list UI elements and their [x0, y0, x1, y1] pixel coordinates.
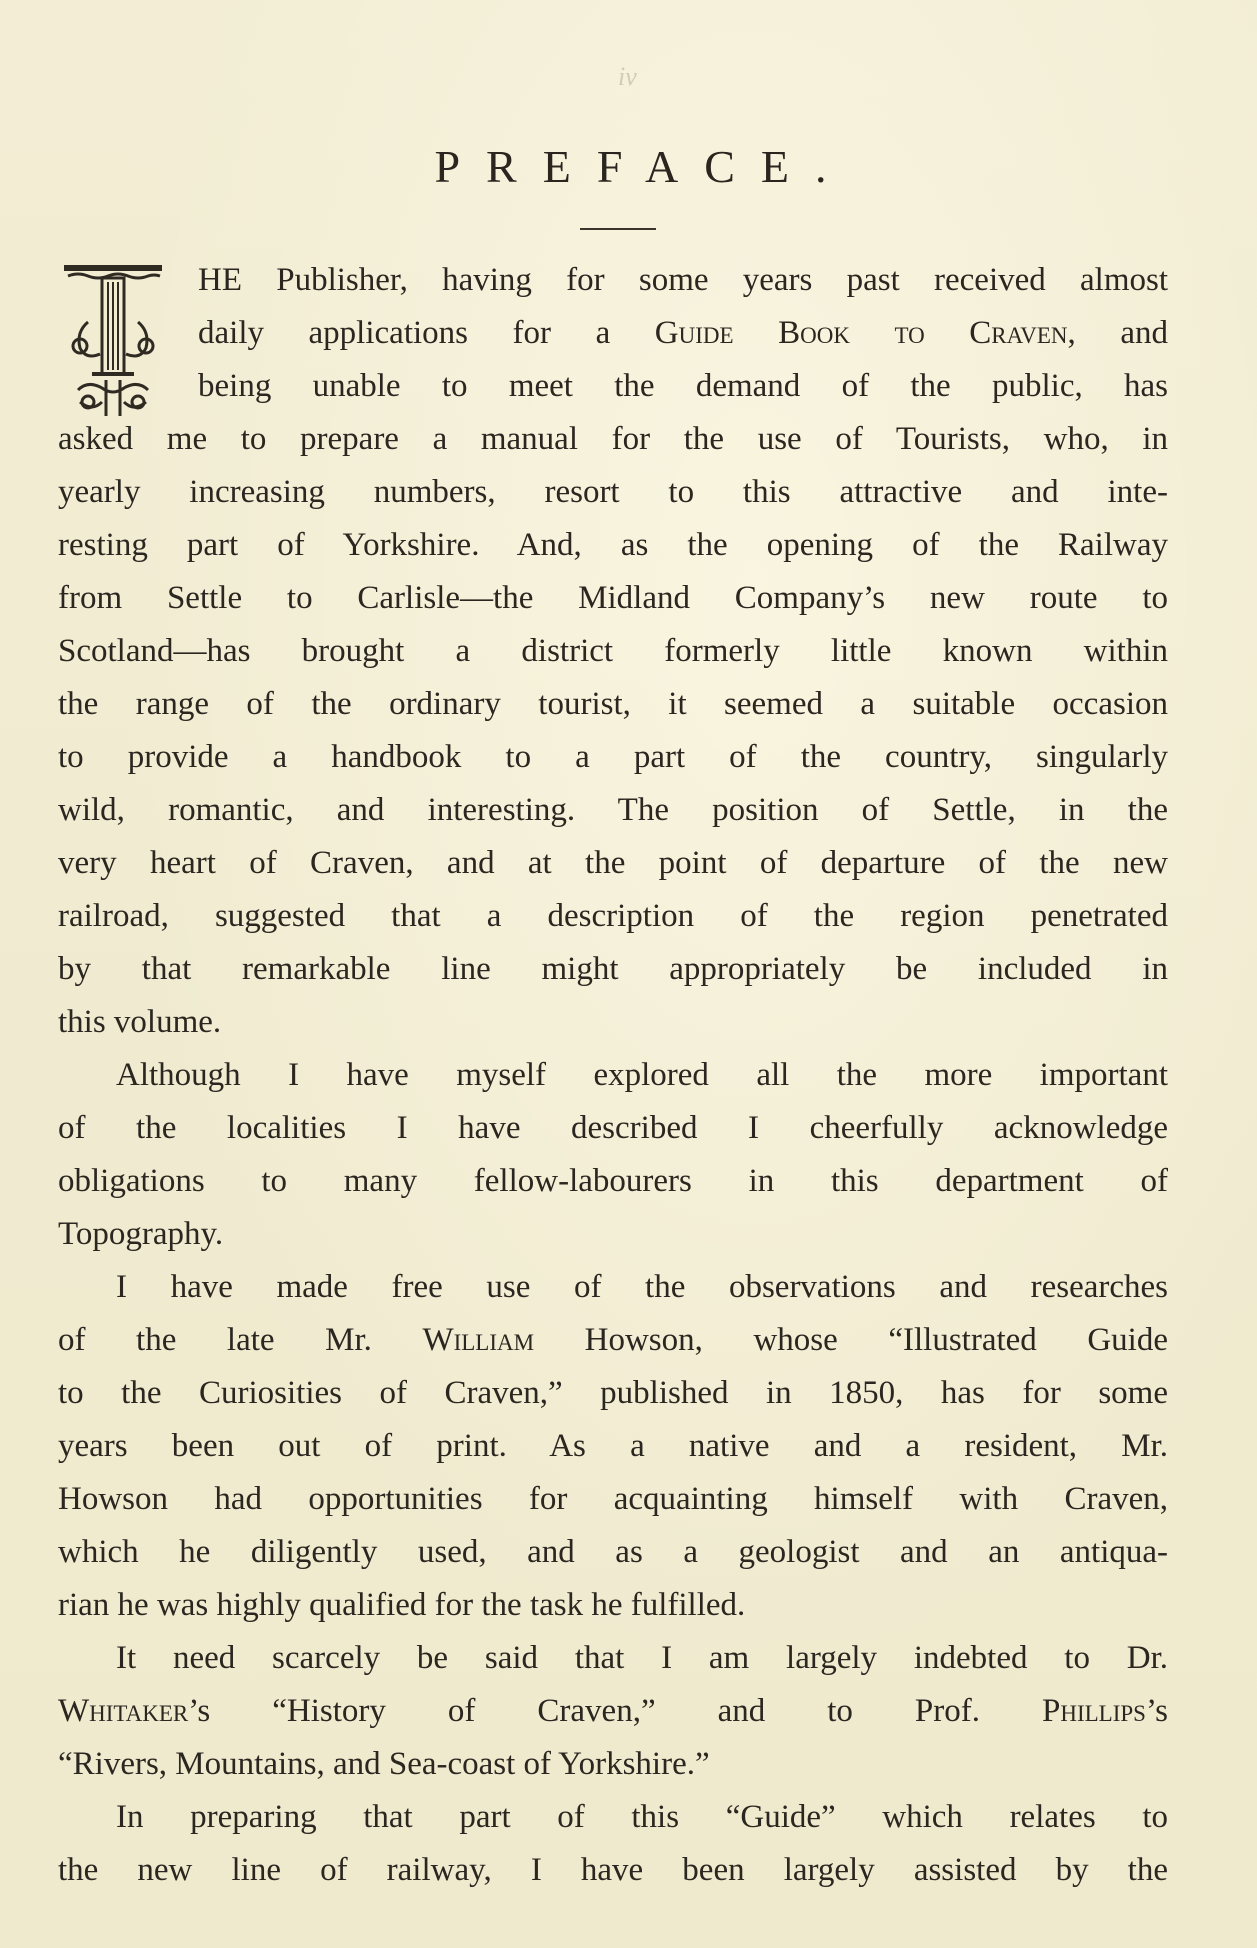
preface-body — [58, 254, 1168, 1897]
text-line: daily applications for a Guide Book to Craven, and — [198, 315, 1168, 351]
text-line: I have made free use of the observations and researches — [116, 1269, 1168, 1305]
author-name: Whitaker — [58, 1693, 189, 1729]
text-line: to provide a handbook to a part of the country, singularly — [58, 739, 1168, 775]
text-line: very heart of Craven, and at the point of departure of the new — [58, 845, 1168, 881]
text-line — [58, 1314, 1168, 1367]
text-line: from Settle to Carlisle—the Midland Company’s new route to — [58, 580, 1168, 616]
text-line: In preparing that part of this “Guide” which relates to — [116, 1799, 1168, 1835]
author-name: William — [422, 1322, 535, 1358]
text-line: being unable to meet the demand of the public, has — [198, 368, 1168, 404]
text-line: Howson had opportunities for acquainting himself with Craven, — [58, 1481, 1168, 1517]
text-fragment: Howson, whose “Illustrated Guide — [534, 1322, 1168, 1358]
text-line: asked me to prepare a manual for the use of Tourists, who, in — [58, 421, 1168, 457]
text-fragment: ’s “History of Craven,” and to Prof. — [188, 1693, 1043, 1729]
text-line: this volume. — [58, 1004, 222, 1040]
text-fragment: of the late Mr. — [58, 1322, 423, 1358]
text-line: railroad, suggested that a description of the region penetrated — [58, 898, 1168, 934]
text-line: resting part of Yorkshire. And, as the opening of the Railway — [58, 527, 1168, 563]
text-fragment: ’s — [1145, 1693, 1168, 1729]
text-line: by that remarkable line might appropriately be included in — [58, 951, 1168, 987]
dropcap-letter: T — [111, 368, 115, 373]
text-line: the new line of railway, I have been largely assisted by the — [58, 1852, 1168, 1888]
text-line — [58, 1685, 1168, 1738]
text-line: which he diligently used, and as a geologist and an antiqua- — [58, 1534, 1168, 1570]
text-line: Topography. — [58, 1216, 224, 1252]
page-folio: iv — [618, 62, 637, 91]
text-line: obligations to many fellow-labourers in this department of — [58, 1163, 1168, 1199]
text-line: the range of the ordinary tourist, it seemed a suitable occasion — [58, 686, 1168, 722]
text-line: of the localities I have described I cheerfully acknowledge — [58, 1110, 1168, 1146]
text-line: Scotland—has brought a district formerly little known within — [58, 633, 1168, 669]
text-line: wild, romantic, and interesting. The position of Settle, in the — [58, 792, 1168, 828]
page-title: PREFACE. — [434, 141, 853, 192]
author-name: Phillips — [1042, 1693, 1146, 1729]
text-line: to the Curiosities of Craven,” published in 1850, has for some — [58, 1375, 1168, 1411]
text-line: It need scarcely be said that I am largely indebted to Dr. — [116, 1640, 1168, 1676]
text-line: years been out of print. As a native and a resident, Mr. — [58, 1428, 1168, 1464]
text-line: Although I have myself explored all the more important — [116, 1057, 1168, 1093]
text-line: HE Publisher, having for some years past received almost — [198, 262, 1168, 298]
text-line: rian he was highly qualified for the task he fulfilled. — [58, 1587, 746, 1623]
text-line: “Rivers, Mountains, and Sea-coast of Yorkshire.” — [58, 1746, 710, 1782]
title-rule — [580, 228, 656, 230]
text-line: yearly increasing numbers, resort to this attractive and inte- — [58, 474, 1168, 510]
